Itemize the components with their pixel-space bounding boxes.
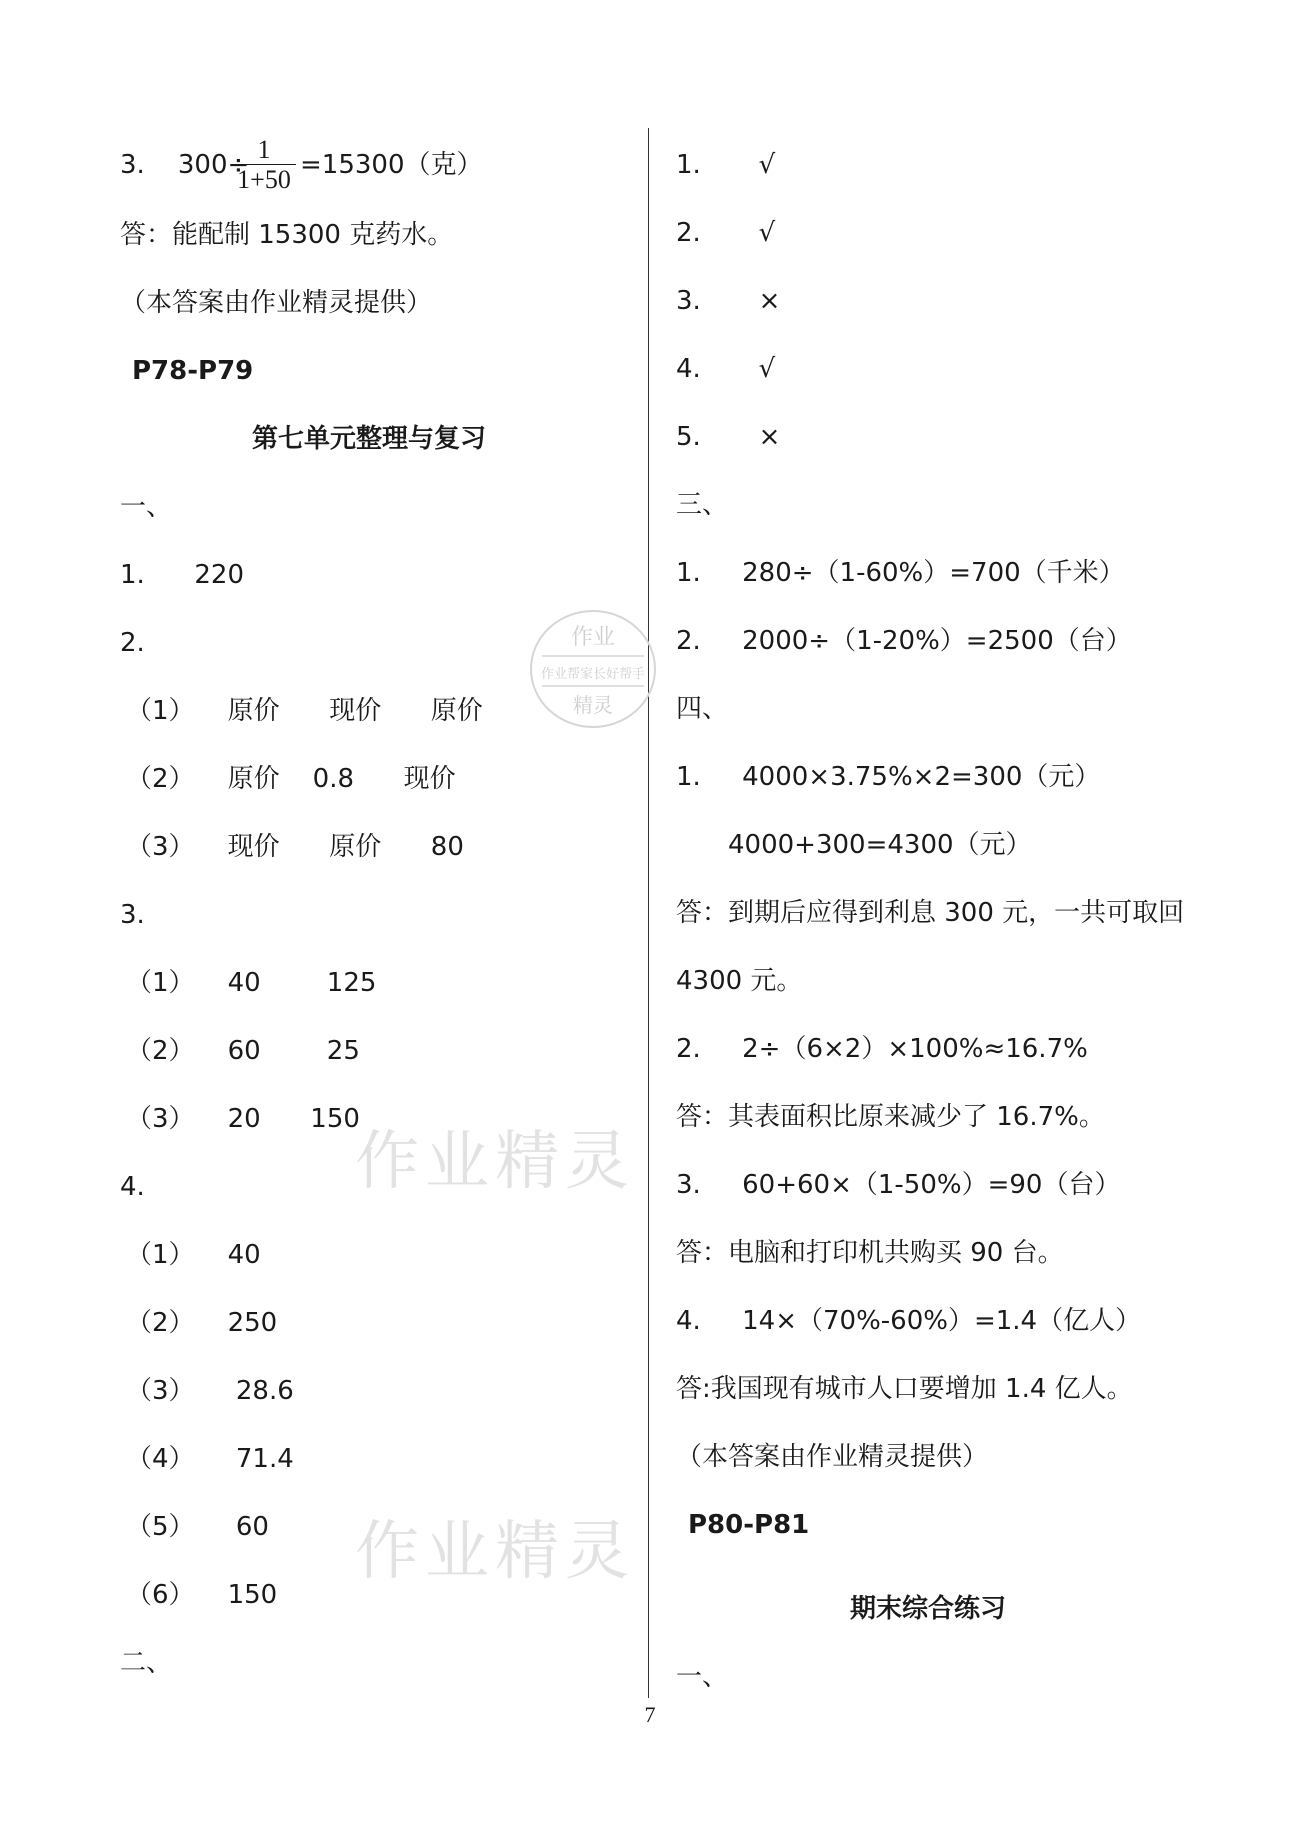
right-credit: （本答案由作业精灵提供） <box>676 1442 989 1472</box>
right-c1: 1. 280÷（1-60%）=700（千米） <box>676 558 1125 588</box>
right-c2: 2. 2000÷（1-20%）=2500（台） <box>676 626 1132 656</box>
right-a3-answer: 答：电脑和打印机共购买 90 台。 <box>676 1238 1064 1268</box>
right-a4-answer: 答:我国现有城市人口要增加 1.4 亿人。 <box>676 1374 1133 1404</box>
left-page-range: P78-P79 <box>132 356 254 386</box>
right-j1: 1. √ <box>676 150 776 180</box>
right-j5: 5. × <box>676 422 781 452</box>
left-q4-5: （5） 60 <box>126 1512 269 1542</box>
right-part1: 一、 <box>676 1662 729 1692</box>
stamp-top-text: 作业 <box>570 625 616 650</box>
watermark-stamp <box>522 598 664 740</box>
left-q4: 4. <box>120 1172 145 1202</box>
left-q3-answer: 答：能配制 15300 克药水。 <box>120 220 454 250</box>
left-q2-2: （2） 原价 0.8 现价 <box>126 764 456 794</box>
right-j4: 4. √ <box>676 354 776 384</box>
right-j2: 2. √ <box>676 218 776 248</box>
left-q2-1: （1） 原价 现价 原价 <box>126 696 483 726</box>
right-a4: 4. 14×（70%-60%）=1.4（亿人） <box>676 1306 1142 1336</box>
right-part4: 四、 <box>676 694 729 724</box>
left-q3-prefix: 3. 300÷ <box>120 150 250 180</box>
right-a3: 3. 60+60×（1-50%）=90（台） <box>676 1170 1121 1200</box>
left-q3: 3. <box>120 900 145 930</box>
left-q2: 2. <box>120 628 145 658</box>
right-page-range: P80-P81 <box>688 1510 810 1540</box>
left-q4-6: （6） 150 <box>126 1580 278 1610</box>
watermark-text-1: 作业精灵 <box>355 1125 635 1199</box>
right-section-title: 期末综合练习 <box>850 1594 1007 1624</box>
left-q3-2: （2） 60 25 <box>126 1036 360 1066</box>
fraction-numerator: 1 <box>257 135 271 164</box>
left-q4-3: （3） 28.6 <box>126 1376 294 1406</box>
left-part2: 二、 <box>120 1648 173 1678</box>
right-j3: 3. × <box>676 286 781 316</box>
left-section-title: 第七单元整理与复习 <box>252 424 487 454</box>
column-divider <box>648 128 649 1698</box>
right-a1-answer2: 4300 元。 <box>676 966 803 996</box>
left-q3-3: （3） 20 150 <box>126 1104 360 1134</box>
right-a1b: 4000+300=4300（元） <box>728 830 1032 860</box>
fraction-denominator: 1+50 <box>237 165 291 194</box>
page-number: 7 <box>644 1702 656 1727</box>
left-part1: 一、 <box>120 492 173 522</box>
right-a1: 1. 4000×3.75%×2=300（元） <box>676 762 1101 792</box>
left-q4-1: （1） 40 <box>126 1240 261 1270</box>
left-q3-fraction <box>232 136 296 195</box>
right-a2-answer: 答：其表面积比原来减少了 16.7%。 <box>676 1102 1105 1132</box>
left-q4-2: （2） 250 <box>126 1308 278 1338</box>
left-q1: 1. 220 <box>120 560 245 590</box>
left-q3-1: （1） 40 125 <box>126 968 377 998</box>
stamp-bottom-text: 精灵 <box>573 693 613 717</box>
stamp-mid-text: 作业帮家长好帮手 <box>540 667 646 682</box>
watermark-text-2: 作业精灵 <box>355 1515 635 1589</box>
left-q2-3: （3） 现价 原价 80 <box>126 832 464 862</box>
right-a2: 2. 2÷（6×2）×100%≈16.7% <box>676 1034 1088 1064</box>
right-a1-answer: 答：到期后应得到利息 300 元，一共可取回 <box>676 898 1185 928</box>
left-credit: （本答案由作业精灵提供） <box>120 288 433 318</box>
left-q4-4: （4） 71.4 <box>126 1444 294 1474</box>
right-part3: 三、 <box>676 490 729 520</box>
left-q3-result: =15300（克） <box>300 150 483 180</box>
